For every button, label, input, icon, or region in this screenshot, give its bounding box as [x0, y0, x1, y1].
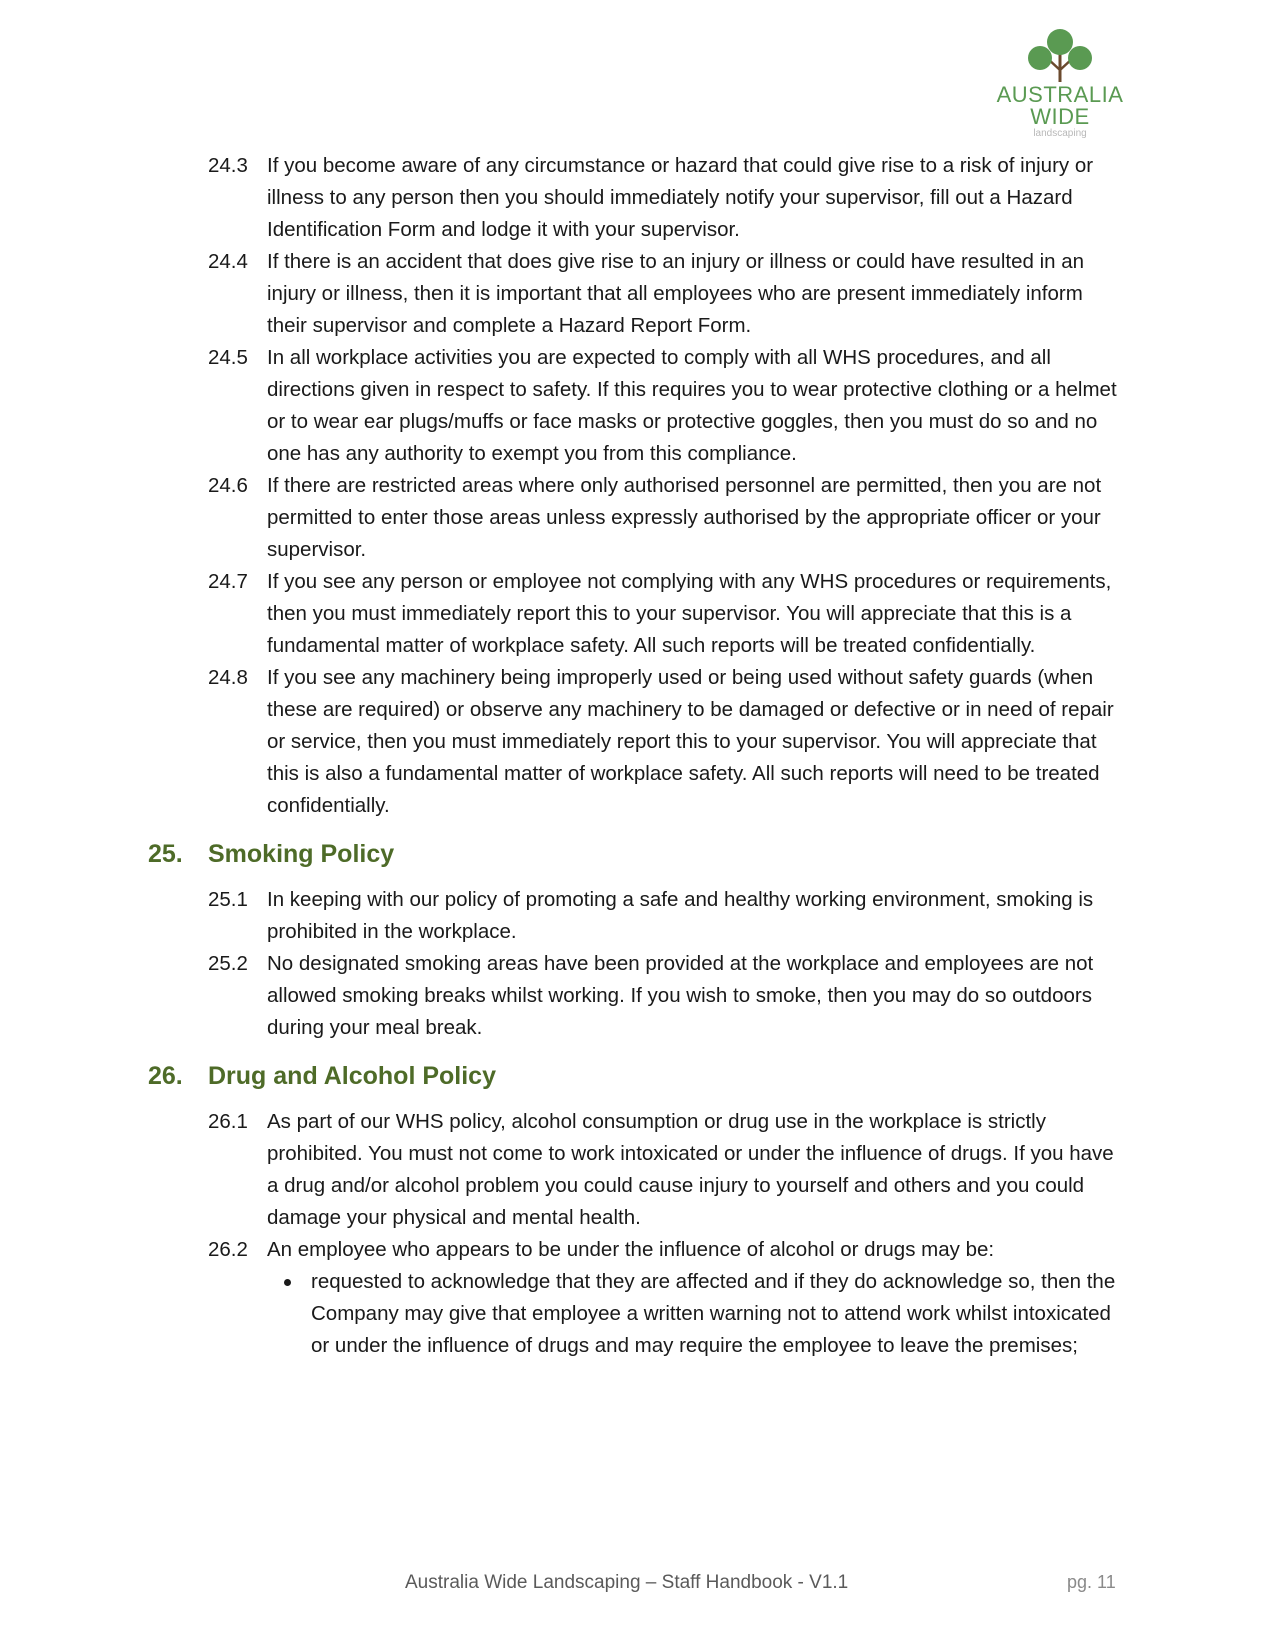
- logo-line-2: WIDE: [1030, 104, 1090, 129]
- clause-25-2: [148, 948, 1128, 1044]
- clause-text: If you see any machinery being improperly used or being used without safety guards (when these are required) or observe any machinery to be damaged or defective or in need of repair or service, then you must immediately report this to your supervisor. You will appreciate that this is also a fundamental matter of workplace safety. All such reports will need to be treated confidentially.: [267, 666, 1114, 817]
- bullet-text: requested to acknowledge that they are affected and if they do acknowledge so, then the Company may give that employee a written warning not to attend work whilst intoxicated or under the influence of drugs and may require the employee to leave the premises;: [311, 1270, 1116, 1357]
- clause-24-7: [148, 566, 1128, 662]
- clause-text: No designated smoking areas have been provided at the workplace and employees are not allowed smoking breaks whilst working. If you wish to smoke, then you may do so outdoors during your meal break.: [267, 952, 1094, 1039]
- clause-number: 26.1: [208, 1110, 248, 1133]
- section-number: 25.: [148, 840, 183, 868]
- clause-number: 26.2: [208, 1238, 248, 1261]
- footer-title: Australia Wide Landscaping – Staff Handbook - V1.1: [405, 1572, 849, 1593]
- bullet-dot-icon: [284, 1279, 291, 1286]
- clause-24-6: [148, 470, 1128, 566]
- section-number: 26.: [148, 1062, 183, 1090]
- clause-24-3: [148, 150, 1128, 246]
- clause-number: 25.2: [208, 952, 248, 975]
- tree-icon: [1025, 28, 1095, 84]
- page-number: pg. 11: [1067, 1572, 1116, 1592]
- clause-number: 24.8: [208, 666, 248, 689]
- clause-text: In keeping with our policy of promoting a safe and healthy working environment, smoking is prohibited in the workplace.: [267, 888, 1094, 943]
- logo-line-1: AUSTRALIA: [996, 82, 1124, 107]
- clause-text: If there is an accident that does give rise to an injury or illness or could have resulted in an injury or illness, then it is important that all employees who are present immediately inform their supervisor and complete a Hazard Report Form.: [267, 250, 1085, 337]
- clause-number: 24.3: [208, 154, 248, 177]
- section-title: Smoking Policy: [208, 840, 395, 868]
- clause-24-4: [148, 246, 1128, 342]
- clause-text: If you see any person or employee not complying with any WHS procedures or requirements, then you must immediately report this to your supervisor. You will appreciate that this is a fundamental matter of workplace safety. All such reports will be treated confidentially.: [267, 570, 1112, 657]
- section-heading-smoking-policy: [148, 837, 1128, 871]
- clause-text: In all workplace activities you are expected to comply with all WHS procedures, and all directions given in respect to safety. If this requires you to wear protective clothing or a helmet or to wear ear plugs/muffs or face masks or protective goggles, then you must do so and no one has any authority to exempt you from this compliance.: [267, 346, 1117, 465]
- clause-number: 24.7: [208, 570, 248, 593]
- clause-number: 25.1: [208, 888, 248, 911]
- clause-26-2: [148, 1234, 1128, 1362]
- clause-24-8: [148, 662, 1128, 822]
- clause-number: 24.5: [208, 346, 248, 369]
- clause-text: If there are restricted areas where only authorised personnel are permitted, then you are not permitted to enter those areas unless expressly authorised by the appropriate officer or your supervisor.: [267, 474, 1102, 561]
- clause-26-1: [148, 1106, 1128, 1234]
- clause-25-1: [148, 884, 1128, 948]
- section-title: Drug and Alcohol Policy: [208, 1062, 496, 1090]
- clause-24-5: [148, 342, 1128, 470]
- clause-text: As part of our WHS policy, alcohol consumption or drug use in the workplace is strictly prohibited. You must not come to work intoxicated or under the influence of drugs. If you have a drug and/or alcohol problem you could cause injury to yourself and others and you could damage your physical and mental health.: [267, 1110, 1114, 1229]
- clause-text: If you become aware of any circumstance or hazard that could give rise to a risk of injury or illness to any person then you should immediately notify your supervisor, fill out a Hazard Identification Form and lodge it with your supervisor.: [267, 154, 1094, 241]
- bullet-list: [267, 1266, 1128, 1362]
- logo-line-3: landscaping: [1033, 128, 1087, 139]
- clause-text: An employee who appears to be under the influence of alcohol or drugs may be:: [267, 1238, 995, 1261]
- list-item: [267, 1266, 1128, 1362]
- document-body: [148, 150, 1128, 1362]
- clause-number: 24.4: [208, 250, 248, 273]
- company-logo: [990, 28, 1130, 139]
- clause-number: 24.6: [208, 474, 248, 497]
- section-heading-drug-alcohol-policy: [148, 1059, 1128, 1093]
